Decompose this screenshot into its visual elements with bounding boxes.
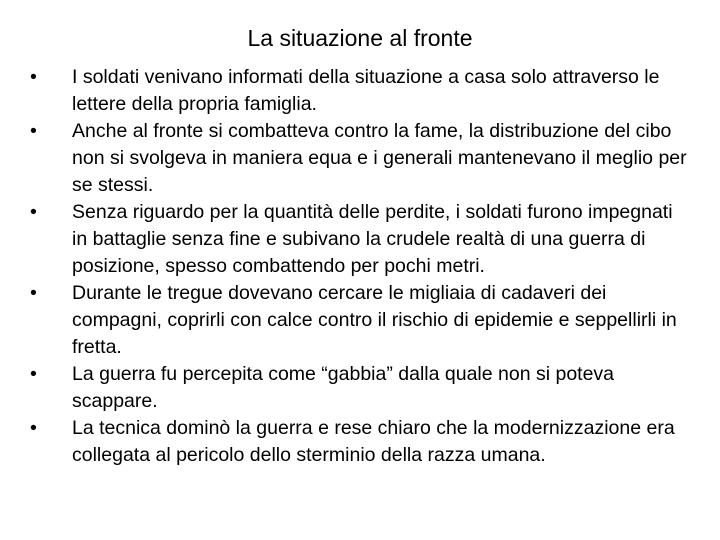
bullet-item	[28, 118, 692, 199]
bullet-icon: •	[30, 363, 37, 385]
bullet-list	[28, 64, 692, 469]
bullet-icon: •	[30, 201, 37, 223]
bullet-text: I soldati venivano informati della situazione a casa solo attraverso le lettere della propria famiglia.	[72, 66, 660, 115]
bullet-item	[28, 199, 692, 280]
bullet-item	[28, 361, 692, 415]
bullet-item	[28, 64, 692, 118]
bullet-text: La guerra fu percepita come “gabbia” dalla quale non si poteva scappare.	[72, 363, 615, 412]
slide-title: La situazione al fronte	[247, 25, 473, 51]
bullet-text: Durante le tregue dovevano cercare le migliaia di cadaveri dei compagni, coprirli con calce contro il rischio di epidemie e seppellirli in fretta.	[72, 282, 677, 358]
bullet-text: Senza riguardo per la quantità delle perdite, i soldati furono impegnati in battaglie senza fine e subivano la crudele realtà di una guerra di posizione, spesso combattendo per pochi metri.	[72, 201, 673, 277]
bullet-icon: •	[30, 120, 37, 142]
bullet-text: La tecnica dominò la guerra e rese chiaro che la modernizzazione era collegata al pericolo dello sterminio della razza umana.	[72, 417, 675, 466]
bullet-item	[28, 280, 692, 361]
bullet-text: Anche al fronte si combatteva contro la fame, la distribuzione del cibo non si svolgeva in maniera equa e i generali mantenevano il meglio per se stessi.	[72, 120, 687, 196]
bullet-item	[28, 415, 692, 469]
bullet-icon: •	[30, 282, 37, 304]
bullet-icon: •	[30, 417, 37, 439]
bullet-icon: •	[30, 66, 37, 88]
